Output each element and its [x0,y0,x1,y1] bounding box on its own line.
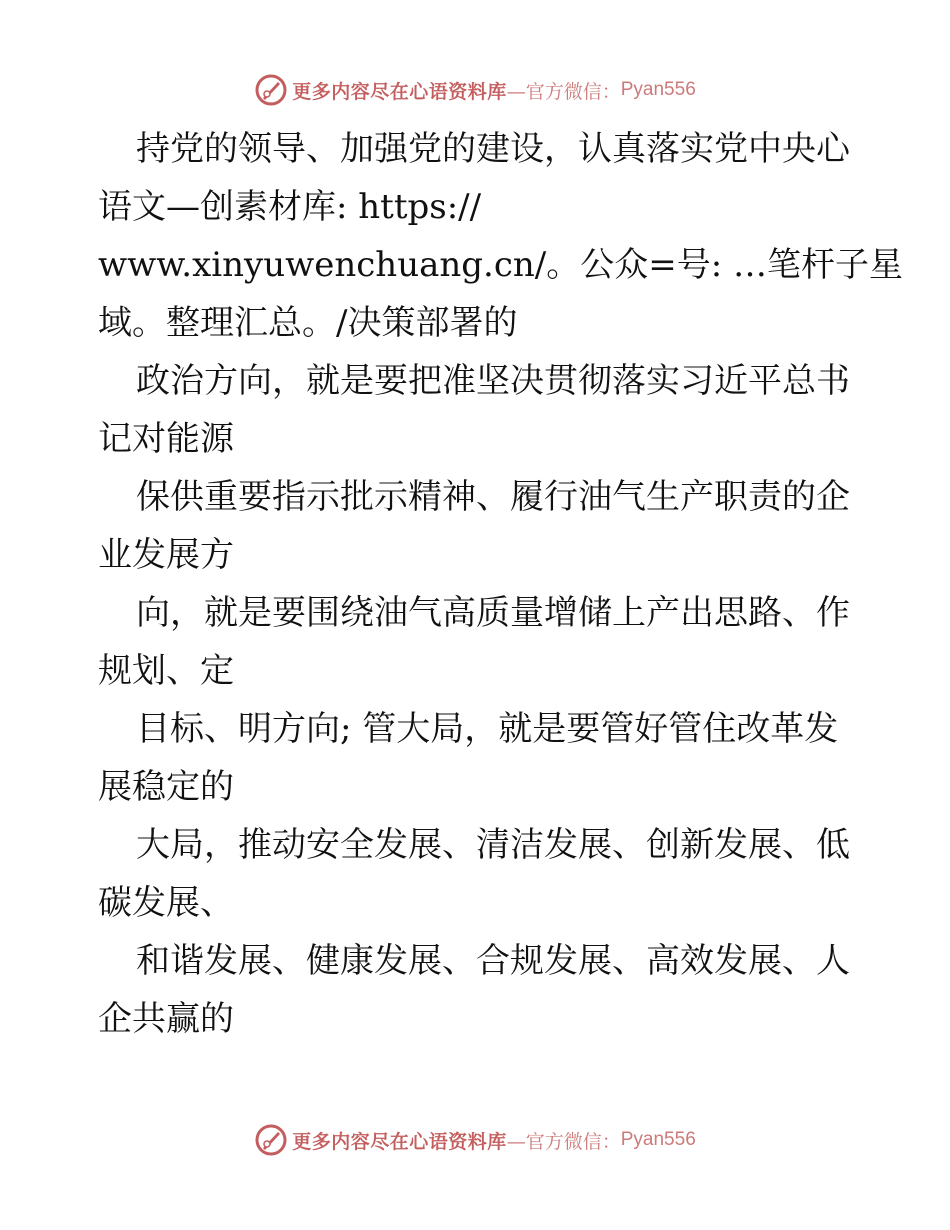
header-banner-wechat-id: Pyan556 [620,79,696,100]
document-line-6: 记对能源 [98,419,234,459]
document-line-2: 语文—创素材库: https:// [98,187,482,227]
footer-banner-wechat-id: Pyan556 [620,1129,696,1150]
footer-banner-main-text: 更多内容尽在心语资料库 [292,1130,507,1153]
document-line-14: 碳发展、 [98,883,234,923]
document-line-8: 业发展方 [98,535,234,575]
document-line-13: 大局，推动安全发展、清洁发展、创新发展、低 [136,825,850,865]
document-line-3: www.xinyuwenchuang.cn/。公众=号: …笔杆子星 [98,245,903,285]
header-banner-main-text: 更多内容尽在心语资料库 [292,80,507,103]
document-line-7: 保供重要指示批示精神、履行油气生产职责的企 [136,477,850,517]
document-line-15: 和谐发展、健康发展、合规发展、高效发展、人 [136,941,850,981]
document-line-11: 目标、明方向; 管大局，就是要管好管住改革发 [136,709,839,749]
document-line-12: 展稳定的 [98,767,234,807]
footer-watermark-banner [0,1122,950,1158]
header-watermark-banner [0,72,950,108]
document-line-9: 向，就是要围绕油气高质量增储上产出思路、作 [136,593,850,633]
footer-banner-sub-text: —官方微信： [506,1130,621,1153]
header-banner-sub-text: —官方微信： [506,80,621,103]
quill-logo-icon [254,73,288,107]
document-line-1: 持党的领导、加强党的建设，认真落实党中央心 [136,129,850,169]
document-body [98,120,903,1048]
document-line-16: 企共赢的 [98,999,234,1039]
document-line-5: 政治方向，就是要把准坚决贯彻落实习近平总书 [136,361,850,401]
document-line-10: 规划、定 [98,651,234,691]
quill-logo-icon [254,1123,288,1157]
document-line-4: 域。整理汇总。/决策部署的 [98,303,518,343]
